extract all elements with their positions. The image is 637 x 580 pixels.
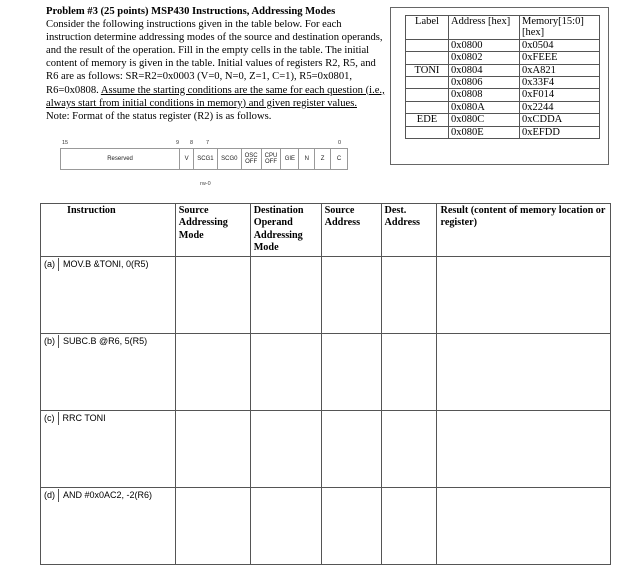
result-cell[interactable] (437, 488, 611, 565)
memory-row (406, 77, 600, 89)
memory-label (406, 39, 449, 51)
dest-address-cell[interactable] (381, 411, 437, 488)
problem-body (46, 18, 386, 110)
answer-table-header (41, 204, 611, 257)
memory-address: 0x0800 (449, 39, 520, 51)
destination-mode-cell[interactable] (250, 257, 321, 334)
memory-address: 0x0806 (449, 77, 520, 89)
source-address-cell[interactable] (321, 257, 381, 334)
memory-row (406, 101, 600, 113)
source-address-cell[interactable] (321, 411, 381, 488)
instruction-text: MOV.B &TONI, 0(R5) (63, 259, 149, 269)
sr-field-cpuoff: CPU OFF (262, 149, 282, 169)
dest-address-cell[interactable] (381, 488, 437, 565)
answer-row-b (41, 334, 611, 411)
memory-value: 0x33F4 (520, 77, 600, 89)
memory-row (406, 64, 600, 76)
memory-address: 0x0808 (449, 89, 520, 101)
dest-address-cell[interactable] (381, 334, 437, 411)
memory-value: 0xEFDD (520, 126, 600, 138)
sr-field-scg1: SCG1 (194, 149, 218, 169)
memory-row (406, 52, 600, 64)
row-tag: (b) (44, 335, 59, 348)
header-instruction: Instruction (41, 204, 176, 257)
memory-row (406, 114, 600, 126)
memory-table (405, 15, 600, 139)
memory-row (406, 39, 600, 51)
result-cell[interactable] (437, 334, 611, 411)
memory-label (406, 101, 449, 113)
bit-number: 15 (62, 140, 69, 146)
sr-field-z: Z (315, 149, 331, 169)
instruction-cell (41, 488, 176, 565)
bit-number: 8 (190, 140, 194, 146)
memory-label: EDE (406, 114, 449, 126)
problem-statement (46, 5, 386, 123)
dest-address-cell[interactable] (381, 257, 437, 334)
header-source-mode: Source Addressing Mode (175, 204, 250, 257)
instruction-cell (41, 411, 176, 488)
memory-table-frame (390, 7, 609, 165)
memory-address: 0x0802 (449, 52, 520, 64)
memory-address: 0x0804 (449, 64, 520, 76)
instruction-text: SUBC.B @R6, 5(R5) (63, 336, 148, 346)
header-dest-address: Dest. Address (381, 204, 437, 257)
source-mode-cell[interactable] (175, 488, 250, 565)
memory-row (406, 126, 600, 138)
problem-body-underlined: Assume the starting conditions are the same for each question (i.e., always start from initial conditions in memory) and given register values. (46, 84, 385, 109)
sr-field-oscoff: OSC OFF (242, 149, 262, 169)
row-tag: (c) (44, 412, 59, 425)
problem-note: Note: Format of the status register (R2) is as follows. (46, 110, 272, 122)
instruction-text: RRC TONI (62, 413, 106, 423)
memory-value: 0x0504 (520, 39, 600, 51)
bit-number: 0 (338, 140, 342, 146)
memory-address: 0x080E (449, 126, 520, 138)
instruction-cell (41, 334, 176, 411)
memory-value: 0x2244 (520, 101, 600, 113)
header-label: Label (406, 16, 449, 40)
answer-row-a (41, 257, 611, 334)
problem-title: Problem #3 (25 points) MSP430 Instructions, Addressing Modes (46, 6, 336, 17)
memory-value: 0xCDDA (520, 114, 600, 126)
sr-field-v: V (180, 149, 194, 169)
source-address-cell[interactable] (321, 488, 381, 565)
memory-address: 0x080A (449, 101, 520, 113)
sr-field-gie: GIE (281, 149, 299, 169)
answer-row-c (41, 411, 611, 488)
memory-address: 0x080C (449, 114, 520, 126)
memory-table-header (406, 16, 600, 40)
row-tag: (d) (44, 489, 59, 502)
answer-row-d (41, 488, 611, 565)
destination-mode-cell[interactable] (250, 488, 321, 565)
header-result: Result (content of memory location or register) (437, 204, 611, 257)
status-register-fields (60, 148, 348, 170)
memory-label (406, 89, 449, 101)
header-memory: Memory[15:0] [hex] (520, 16, 600, 40)
source-address-cell[interactable] (321, 334, 381, 411)
source-mode-cell[interactable] (175, 257, 250, 334)
memory-value: 0xA821 (520, 64, 600, 76)
bit-numbers (60, 140, 350, 148)
result-cell[interactable] (437, 257, 611, 334)
sr-field-n: N (299, 149, 315, 169)
row-tag: (a) (44, 258, 59, 271)
instruction-cell (41, 257, 176, 334)
memory-label (406, 77, 449, 89)
problem-body-text: Consider the following instructions given in the table below. For each instruction determine addressing modes of the source and destination operands, and the result of the operation. Fill in the empty cells in the table. The initial content of memory is given in the table. Initial values of registers R2, R5, and R6 are as follows: SR=R2=0x0003 (V=0, N=0, Z=1, C=1), R5=0x0801, R6=0x0808. (46, 19, 383, 96)
header-source-address: Source Address (321, 204, 381, 257)
bit-number: 7 (206, 140, 210, 146)
destination-mode-cell[interactable] (250, 411, 321, 488)
source-mode-cell[interactable] (175, 334, 250, 411)
header-destination-mode: Destination Operand Addressing Mode (250, 204, 321, 257)
status-register-diagram (60, 140, 350, 190)
access-note: rw-0 (200, 181, 211, 187)
bit-number: 9 (176, 140, 180, 146)
memory-value: 0xF014 (520, 89, 600, 101)
answer-table (40, 203, 611, 565)
memory-label: TONI (406, 64, 449, 76)
header-address: Address [hex] (449, 16, 520, 40)
sr-field-reserved: Reserved (61, 149, 180, 169)
memory-label (406, 52, 449, 64)
memory-row (406, 89, 600, 101)
destination-mode-cell[interactable] (250, 334, 321, 411)
source-mode-cell[interactable] (175, 411, 250, 488)
memory-label (406, 126, 449, 138)
sr-field-c: C (336, 156, 342, 162)
memory-value: 0xFEEE (520, 52, 600, 64)
result-cell[interactable] (437, 411, 611, 488)
instruction-text: AND #0x0AC2, -2(R6) (63, 490, 153, 500)
sr-field-scg0: SCG0 (218, 149, 242, 169)
